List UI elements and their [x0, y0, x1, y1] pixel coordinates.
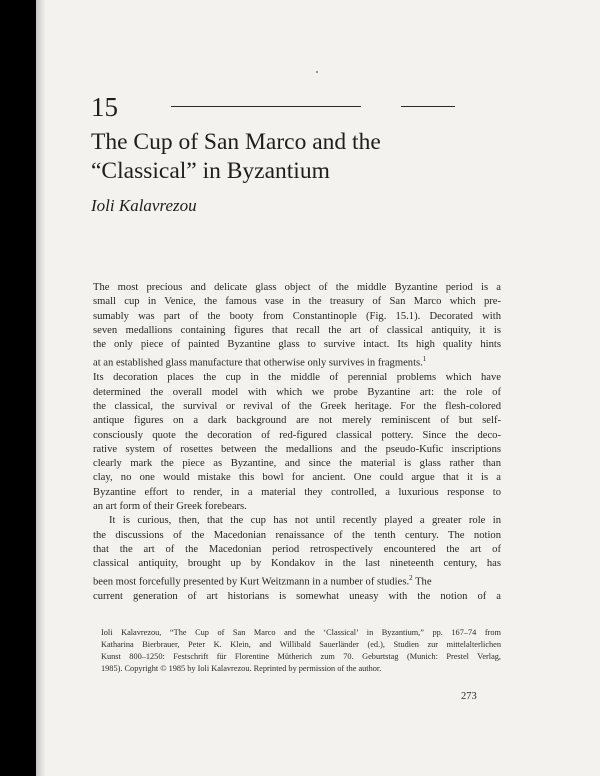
chapter-title-line-2: “Classical” in Byzantium [91, 158, 330, 184]
text-segment: The [415, 577, 432, 588]
footnote-line: 1985). Copyright © 1985 by Ioli Kalavrezou. Reprinted by permission of the author. [101, 664, 382, 673]
chapter-number: 15 [91, 92, 118, 122]
text-line: determined the overall model with which we probe Byzantine art: the role of [93, 386, 501, 398]
text-segment: been most forcefully presented by Kurt Weitzmann in a number of studies. [93, 577, 410, 588]
body-text [93, 281, 501, 605]
footnote-line: Kunst 800–1250: Festschrift für Florentine Mütherich zum 70. Geburtstag (Munich: Prestel Verlag, [101, 652, 501, 661]
scan-speck [316, 71, 318, 73]
text-line: classical antiquity, brought up by Kondakov in the last nineteenth century, has [93, 558, 501, 570]
text-line: the discussions of the Macedonian renaissance of the tenth century. The notion [93, 529, 501, 541]
source-footnote [101, 627, 501, 675]
text-line: clay, no one would mistake this bowl for ancient. One could argue that it is a [93, 472, 501, 484]
text-line [93, 571, 501, 590]
text-line: the classical, the survival or revival of the Greek heritage. For the flesh-colored [93, 400, 501, 412]
footnote-line: Katharina Bierbrauer, Peter K. Klein, and Willibald Sauerländer (ed.), Studien zur mittelalterlichen [101, 640, 501, 649]
text-line [93, 352, 501, 371]
chapter-title [91, 128, 511, 186]
chapter-heading [91, 92, 491, 132]
book-page [36, 0, 600, 776]
author-name: Ioli Kalavrezou [91, 196, 197, 215]
paragraph-2 [93, 514, 501, 604]
chapter-rule [171, 106, 361, 107]
text-line: current generation of art historians is somewhat uneasy with the notion of a [93, 591, 501, 603]
footnote-mark: 1 [422, 355, 427, 364]
text-line: Its decoration places the cup in the middle of perennial problems which have [93, 372, 501, 384]
text-line: sumably was part of the booty from Constantinople (Fig. 15.1). Decorated with [93, 310, 501, 322]
text-line: The most precious and delicate glass object of the middle Byzantine period is a [93, 282, 501, 293]
text-line: clearly mark the piece as Byzantine, and since the material is glass rather than [93, 458, 501, 470]
chapter-rule-short [401, 106, 455, 107]
paragraph-1 [93, 281, 501, 514]
chapter-title-line-1: The Cup of San Marco and the [91, 129, 381, 155]
text-segment: at an established glass manufacture that otherwise only survives in fragments. [93, 358, 423, 370]
text-line: that the art of the Macedonian period retrospectively encountered the art of [93, 543, 501, 555]
text-line: rative system of rosettes between the medallions and the pseudo-Kufic inscriptions [93, 443, 501, 455]
text-line: antique figures on a dark background are not merely reminiscent of but self- [93, 415, 501, 427]
footnote-mark: 2 [409, 574, 413, 583]
page-number: 273 [461, 691, 477, 702]
footnote-line: Ioli Kalavrezou, “The Cup of San Marco and the ‘Classical’ in Byzantium,” pp. 167–74 from [101, 628, 501, 637]
text-line: small cup in Venice, the famous vase in the treasury of San Marco which pre- [93, 296, 501, 308]
text-line: It is curious, then, that the cup has not until recently played a greater role in [109, 515, 501, 527]
text-line: consciously quote the decoration of red-figured classical pottery. Since the deco- [93, 429, 501, 441]
text-line: Byzantine effort to render, in a material they controlled, a luxurious response to [93, 486, 501, 498]
text-line: an art form of their Greek forebears. [93, 500, 247, 512]
text-line: the only piece of painted Byzantine glass to survive intact. Its high quality hints [93, 339, 501, 351]
text-line: seven medallions containing figures that recall the art of classical antiquity, it is [93, 324, 501, 336]
